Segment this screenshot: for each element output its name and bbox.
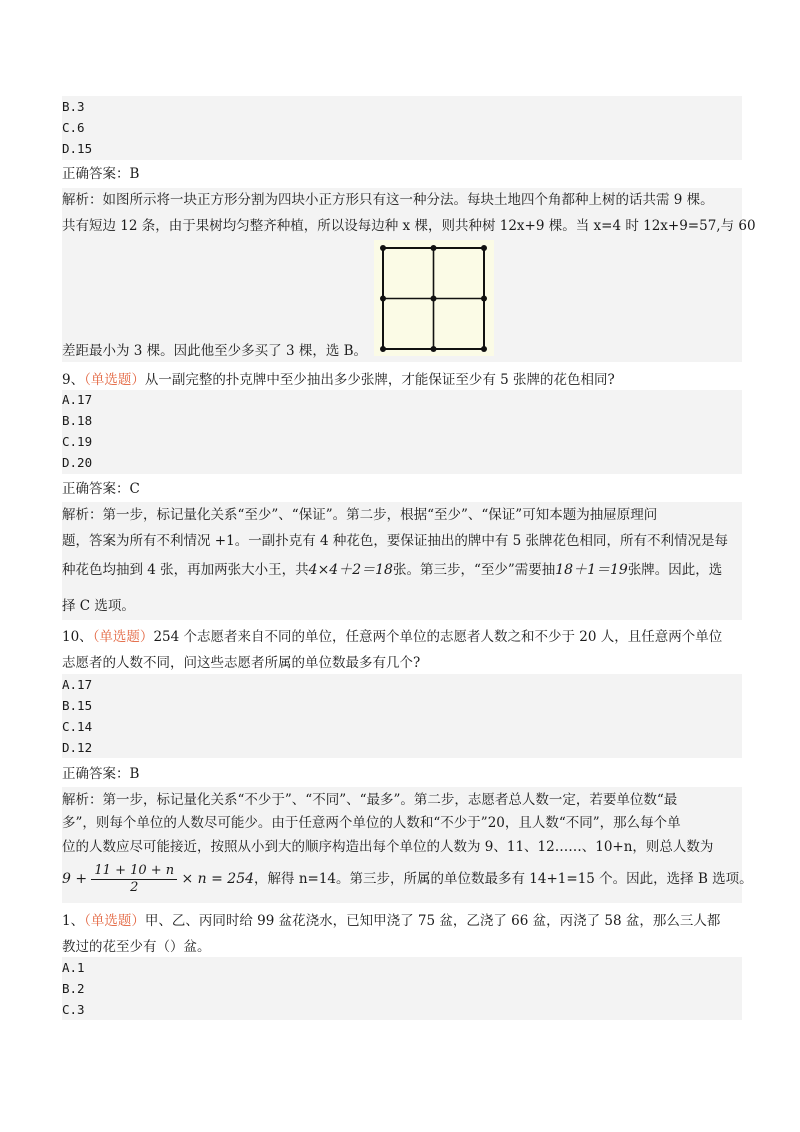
question-type-tag: （单选题） bbox=[84, 913, 145, 929]
answer-line: 正确答案：B bbox=[62, 166, 140, 182]
question-text: 志愿者的人数不同，问这些志愿者所属的单位数最多有几个? bbox=[62, 655, 421, 671]
option-a: A.17 bbox=[62, 677, 93, 692]
analysis-line: 共有短边 12 条，由于果树均匀整齐种植，所以设每边种 x 棵，则共种树 12x+9 棵。当 x=4 时 12x+9=57,与 60 bbox=[62, 218, 756, 234]
option-c: C.14 bbox=[62, 719, 93, 734]
analysis-line: 题，答案为所有不利情况 +1。一副扑克有 4 种花色，要保证抽出的牌中有 5 张牌花色相同，所有不利情况是每 bbox=[62, 533, 729, 549]
formula-fraction bbox=[91, 863, 177, 896]
analysis-text: 张。第三步，“至少”需要抽 bbox=[392, 562, 556, 578]
option-c: C.6 bbox=[62, 120, 85, 135]
question-text: 教过的花至少有（）盆。 bbox=[62, 939, 211, 955]
option-a: A.1 bbox=[62, 960, 85, 975]
option-d: D.12 bbox=[62, 740, 93, 755]
option-b: B.18 bbox=[62, 413, 93, 428]
math-expression: 4×4＋2＝18 bbox=[308, 562, 393, 578]
math-expression: 18＋1＝19 bbox=[555, 562, 628, 578]
analysis-line: 位的人数应尽可能接近，按照从小到大的顺序构造出每个单位的人数为 9、11、12……、10+n，则总人数为 bbox=[62, 839, 714, 855]
question-1-stem bbox=[62, 911, 720, 931]
analysis-text: 种花色均抽到 4 张，再加两张大小王，共 bbox=[62, 562, 309, 578]
option-c: C.19 bbox=[62, 434, 93, 449]
option-b: B.15 bbox=[62, 698, 93, 713]
formula-right: × n = 254 bbox=[181, 871, 255, 887]
option-b: B.2 bbox=[62, 981, 85, 996]
fraction-denominator: 2 bbox=[130, 880, 139, 895]
question-type-tag: （单选题） bbox=[92, 629, 154, 645]
analysis-text: 张牌。因此，选 bbox=[627, 562, 723, 578]
question-9-stem bbox=[62, 370, 615, 390]
answer-line: 正确答案：B bbox=[62, 766, 140, 782]
formula-left: 9 + bbox=[62, 871, 88, 887]
square-division-diagram bbox=[374, 240, 494, 356]
option-d: D.20 bbox=[62, 455, 93, 470]
question-type-tag: （单选题） bbox=[84, 372, 145, 388]
option-c: C.3 bbox=[62, 1002, 85, 1017]
question-text: 从一副完整的扑克牌中至少抽出多少张牌，才能保证至少有 5 张牌的花色相同? bbox=[144, 372, 615, 388]
analysis-text: ，解得 n=14。第三步，所属的单位数最多有 14+1=15 个。因此，选择 B 选项。 bbox=[254, 871, 753, 887]
question-10-stem bbox=[62, 627, 722, 647]
options-block bbox=[62, 390, 742, 474]
question-number: 9、 bbox=[62, 372, 85, 388]
options-block bbox=[62, 957, 742, 1020]
analysis-line: 解析：如图所示将一块正方形分割为四块小正方形只有这一种分法。每块土地四个角都种上树的话共需 9 棵。 bbox=[62, 192, 714, 208]
question-text: 254 个志愿者来自不同的单位，任意两个单位的志愿者人数之和不少于 20 人，且任意两个单位 bbox=[153, 629, 723, 645]
analysis-line: 解析：第一步，标记量化关系“至少”、“保证”。第二步，根据“至少”、“保证”可知本题为抽屉原理问 bbox=[62, 507, 658, 523]
question-text: 甲、乙、丙同时给 99 盆花浇水，已知甲浇了 75 盆，乙浇了 66 盆，丙浇了 58 盆，那么三人都 bbox=[144, 913, 721, 929]
fraction-numerator: 11 + 10 + n bbox=[91, 863, 177, 880]
analysis-line: 择 C 选项。 bbox=[62, 598, 135, 614]
option-a: A.17 bbox=[62, 392, 93, 407]
analysis-line bbox=[62, 560, 722, 580]
question-number: 1、 bbox=[62, 913, 85, 929]
question-number: 10、 bbox=[62, 629, 93, 645]
analysis-line: 差距最小为 3 棵。因此他至少多买了 3 棵，选 B。 bbox=[62, 343, 368, 359]
option-d: D.15 bbox=[62, 141, 93, 156]
options-block bbox=[62, 674, 742, 758]
options-block bbox=[62, 96, 742, 160]
analysis-line: 多”，则每个单位的人数尽可能少。由于任意两个单位的人数和“不少于”20，且人数“不同”，那么每个单 bbox=[62, 815, 681, 831]
analysis-line: 解析：第一步，标记量化关系“不少于”、“不同”、“最多”。第二步，志愿者总人数一定，若要单位数“最 bbox=[62, 792, 678, 808]
option-b: B.3 bbox=[62, 99, 85, 114]
analysis-formula-line bbox=[62, 860, 753, 898]
answer-line: 正确答案：C bbox=[62, 481, 140, 497]
